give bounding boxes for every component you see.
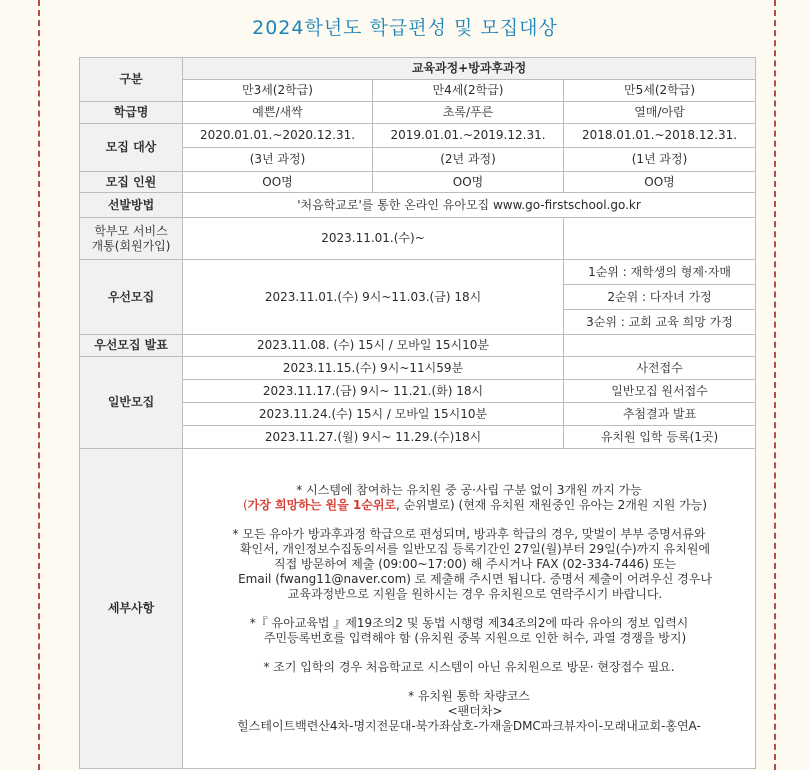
service-label	[80, 218, 183, 260]
selection-row	[80, 193, 756, 218]
service-label-line1: 학부모 서비스	[94, 223, 168, 238]
class-name-3: 예쁜/새싹	[183, 102, 373, 124]
details-p2-line2: 확인서, 개인정보수집동의서를 일반모집 등록기간인 27일(월)부터 29일(수)까지 유치원에	[239, 542, 711, 556]
priority-announce-row	[80, 335, 756, 357]
general-desc-3: 추첨결과 발표	[564, 403, 756, 426]
priority-row-1	[80, 260, 756, 285]
general-date-1: 2023.11.15.(수) 9시~11시59분	[183, 357, 564, 380]
details-label: 세부사항	[80, 449, 183, 769]
count-5: OO명	[564, 172, 756, 193]
details-p5-line1: * 유치원 통학 차량코스	[408, 689, 530, 703]
details-p5-line2: <팬더차>	[447, 704, 503, 718]
general-date-3: 2023.11.24.(수) 15시 / 모바일 15시10분	[183, 403, 564, 426]
priority-announce-value: 2023.11.08. (수) 15시 / 모바일 15시10분	[183, 335, 564, 357]
general-label: 일반모집	[80, 357, 183, 449]
target-date-4: 2019.01.01.~2019.12.31.	[373, 124, 564, 148]
general-date-2: 2023.11.17.(금) 9시~ 11.21.(화) 18시	[183, 380, 564, 403]
details-p2-line4: Email (fwang11@naver.com) 로 제출해 주시면 됩니다. 증명서 제출이 어려우신 경우나	[238, 572, 712, 586]
service-label-line2: 개통(회원가입)	[91, 238, 171, 253]
priority-rank-2: 2순위 : 다자녀 가정	[564, 285, 756, 310]
details-paren-open: (	[242, 498, 248, 512]
details-p3-line1: *『 유아교육법 』제19조의2 및 동법 시행령 제34조의2에 따라 유아의 정보 입력시	[249, 616, 689, 630]
count-4: OO명	[373, 172, 564, 193]
general-row-1	[80, 357, 756, 380]
details-p5-line3: 힐스테이트백련산4차-명지전문대-북가좌삼호-가재울DMC파크뷰자이-모래내교회-홍연A-	[237, 719, 701, 733]
priority-rank-1: 1순위 : 재학생의 형제·자매	[564, 260, 756, 285]
details-content	[183, 449, 756, 769]
selection-value: '처음학교로'를 통한 온라인 유아모집 www.go-firstschool.go.kr	[183, 193, 756, 218]
selection-label: 선발방법	[80, 193, 183, 218]
page-title: 2024학년도 학급편성 및 모집대상	[252, 17, 558, 39]
recruitment-table	[79, 57, 756, 769]
service-value: 2023.11.01.(수)~	[183, 218, 564, 260]
age-4: 만4세(2학급)	[373, 80, 564, 102]
details-p2-line1: * 모든 유아가 방과후과정 학급으로 편성되며, 방과후 학급의 경우, 맞벌이 부부 증명서류와	[232, 527, 706, 541]
count-3: OO명	[183, 172, 373, 193]
details-p3-line2: 주민등록번호를 입력해야 함 (유치원 중복 지원으로 인한 허수, 과열 경쟁을 방지)	[263, 631, 687, 645]
target-dates-row	[80, 124, 756, 148]
priority-rank-3: 3순위 : 교회 교육 희망 가정	[564, 310, 756, 335]
priority-announce-empty	[564, 335, 756, 357]
details-p1-line1: * 시스템에 참여하는 유치원 중 공·사립 구분 없이 3개원 까지 가능	[296, 483, 642, 497]
count-label: 모집 인원	[80, 172, 183, 193]
class-name-row	[80, 102, 756, 124]
priority-period: 2023.11.01.(수) 9시~11.03.(금) 18시	[183, 260, 564, 335]
target-course-3: (3년 과정)	[183, 148, 373, 172]
service-empty	[564, 218, 756, 260]
target-course-5: (1년 과정)	[564, 148, 756, 172]
target-label: 모집 대상	[80, 124, 183, 172]
general-desc-4: 유치원 입학 등록(1곳)	[564, 426, 756, 449]
details-emphasis: 가장 희망하는 원을 1순위로	[247, 498, 397, 512]
age-3: 만3세(2학급)	[183, 80, 373, 102]
general-desc-1: 사전접수	[564, 357, 756, 380]
target-date-5: 2018.01.01.~2018.12.31.	[564, 124, 756, 148]
class-name-5: 열매/아람	[564, 102, 756, 124]
priority-announce-label: 우선모집 발표	[80, 335, 183, 357]
general-desc-2: 일반모집 원서접수	[564, 380, 756, 403]
target-course-4: (2년 과정)	[373, 148, 564, 172]
right-dashed-border	[774, 0, 776, 770]
service-row	[80, 218, 756, 260]
age-5: 만5세(2학급)	[564, 80, 756, 102]
details-row	[80, 449, 756, 769]
header-row	[80, 58, 756, 80]
general-date-4: 2023.11.27.(월) 9시~ 11.29.(수)18시	[183, 426, 564, 449]
program-header: 교육과정+방과후과정	[183, 58, 756, 80]
details-p1-rest: , 순위별로) (현재 유치원 재원중인 유아는 2개원 지원 가능)	[396, 498, 708, 512]
details-p4: * 조기 입학의 경우 처음학교로 시스템이 아닌 유치원으로 방문· 현장접수 필요.	[263, 660, 675, 674]
class-name-4: 초록/푸른	[373, 102, 564, 124]
priority-label: 우선모집	[80, 260, 183, 335]
details-p2-line3: 직접 방문하여 제출 (09:00~17:00) 해 주시거나 FAX (02-334-7446) 또는	[274, 557, 676, 571]
details-p1-line2	[187, 498, 751, 513]
left-dashed-border	[38, 0, 40, 770]
class-name-label: 학급명	[80, 102, 183, 124]
target-date-3: 2020.01.01.~2020.12.31.	[183, 124, 373, 148]
count-row	[80, 172, 756, 193]
category-header: 구분	[80, 58, 183, 102]
details-p2-line5: 교육과정반으로 지원을 원하시는 경우 유치원으로 연락주시기 바랍니다.	[287, 587, 663, 601]
